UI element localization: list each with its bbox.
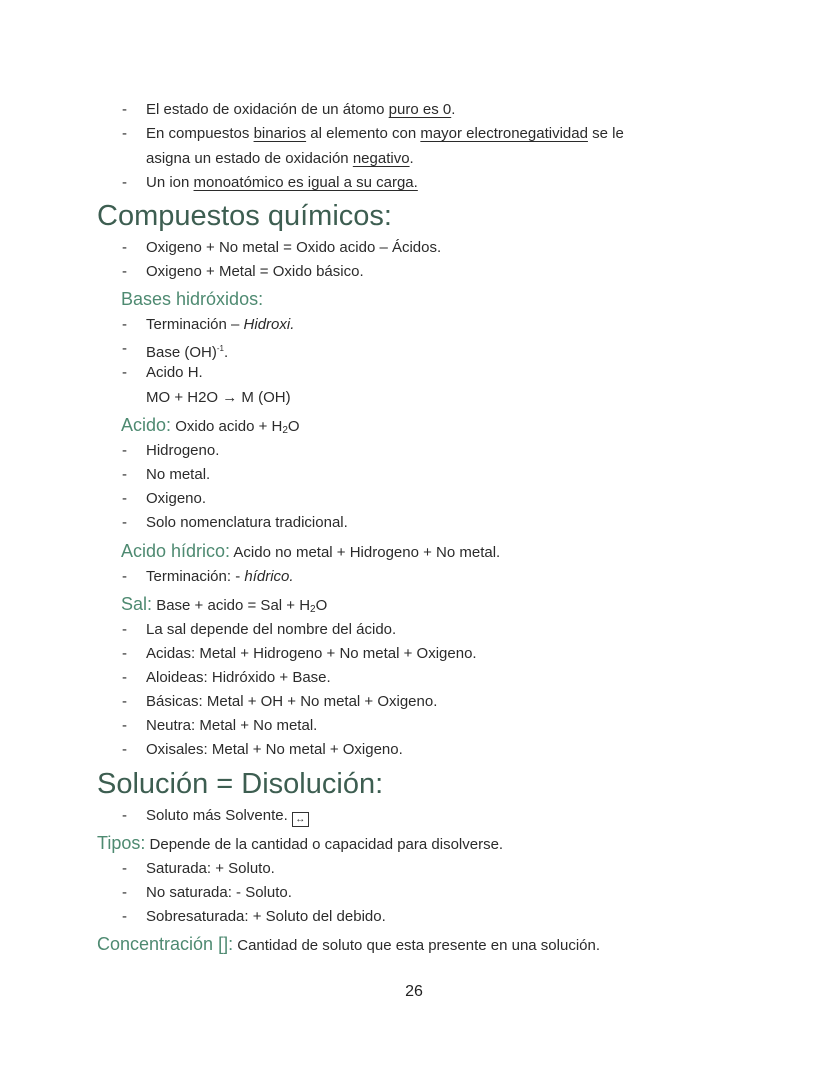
list-item: La sal depende del nombre del ácido. [146,621,397,638]
bullet-dash: - [122,174,127,191]
list-item: Neutra: Metal + No metal. [146,717,318,734]
bullet-dash: - [122,466,127,483]
bullet-dash: - [122,645,127,662]
list-item: Soluto más Solvente. ↔ [146,806,309,827]
rule-pure-atom: El estado de oxidación de un átomo puro es 0. [146,101,456,118]
bullet-dash: - [122,741,127,758]
bullet-dash: - [122,442,127,459]
list-item: Sobresaturada: + Soluto del debido. [146,908,386,925]
list-item: Terminación – Hidroxi. [146,316,295,333]
bullet-dash: - [122,884,127,901]
bullet-dash: - [122,807,127,824]
bullet-dash: - [122,239,127,256]
rule-binary-compounds: En compuestos binarios al elemento con mayor electronegatividad se le [146,125,624,142]
bullet-dash: - [122,568,127,585]
list-item: Solo nomenclatura tradicional. [146,514,348,531]
hidrico-definition: Acido hídrico: Acido no metal + Hidrogeno + No metal. [121,541,501,561]
list-item: Aloideas: Hidróxido + Base. [146,669,331,686]
equation: MO + H2O → M (OH) [146,389,291,406]
heading-concentracion: Concentración []: [97,934,234,954]
list-item: Oxigeno + No metal = Oxido acido – Ácidos. [146,239,442,256]
bullet-dash: - [122,125,127,142]
expand-arrows-icon: ↔ [292,812,309,827]
heading-bases: Bases hidróxidos: [121,289,264,309]
list-item: Básicas: Metal + OH + No metal + Oxigeno. [146,693,438,710]
page-number: 26 [405,983,423,1000]
list-item: Base (OH)$^{-1}$. [146,344,229,361]
list-item: Acido H. [146,364,203,381]
list-item: Hidrogeno. [146,442,220,459]
bullet-dash: - [122,717,127,734]
bullet-dash: - [122,621,127,638]
list-item: Oxigeno. [146,490,207,507]
heading-compuestos: Compuestos químicos: [97,200,392,232]
list-item: No metal. [146,466,211,483]
bullet-dash: - [122,514,127,531]
list-item: Terminación: - hídrico. [146,568,294,585]
bullet-dash: - [122,490,127,507]
bullet-dash: - [122,364,127,381]
bullet-dash: - [122,908,127,925]
sal-definition: Sal: Base + acido = Sal + $H_2O$ [121,594,328,615]
heading-acido-hidrico: Acido hídrico: [121,541,231,561]
bullet-dash: - [122,860,127,877]
bullet-dash: - [122,340,127,357]
bullet-dash: - [122,669,127,686]
heading-tipos: Tipos: [97,833,146,853]
rule-binary-compounds-cont: asigna un estado de oxidación negativo. [146,150,414,167]
bullet-dash: - [122,316,127,333]
list-item: Saturada: + Soluto. [146,860,275,877]
tipos-definition: Tipos: Depende de la cantidad o capacidad para disolverse. [97,833,504,853]
bullet-dash: - [122,263,127,280]
heading-acido: Acido: [121,415,172,435]
bullet-dash: - [122,101,127,118]
bullet-dash: - [122,693,127,710]
list-item: Oxisales: Metal + No metal + Oxigeno. [146,741,403,758]
heading-sal: Sal: [121,594,153,614]
heading-solucion: Solución = Disolución: [97,768,384,800]
list-item: Oxigeno + Metal = Oxido básico. [146,263,364,280]
rule-monoatomic-ion: Un ion monoatómico es igual a su carga. [146,174,418,191]
list-item: No saturada: - Soluto. [146,884,292,901]
acido-definition: Acido: Oxido acido + $H_2O$ [121,415,300,436]
list-item: Acidas: Metal + Hidrogeno + No metal + Oxigeno. [146,645,477,662]
concentracion-definition: Concentración []: Cantidad de soluto que esta presente en una solución. [97,934,601,954]
